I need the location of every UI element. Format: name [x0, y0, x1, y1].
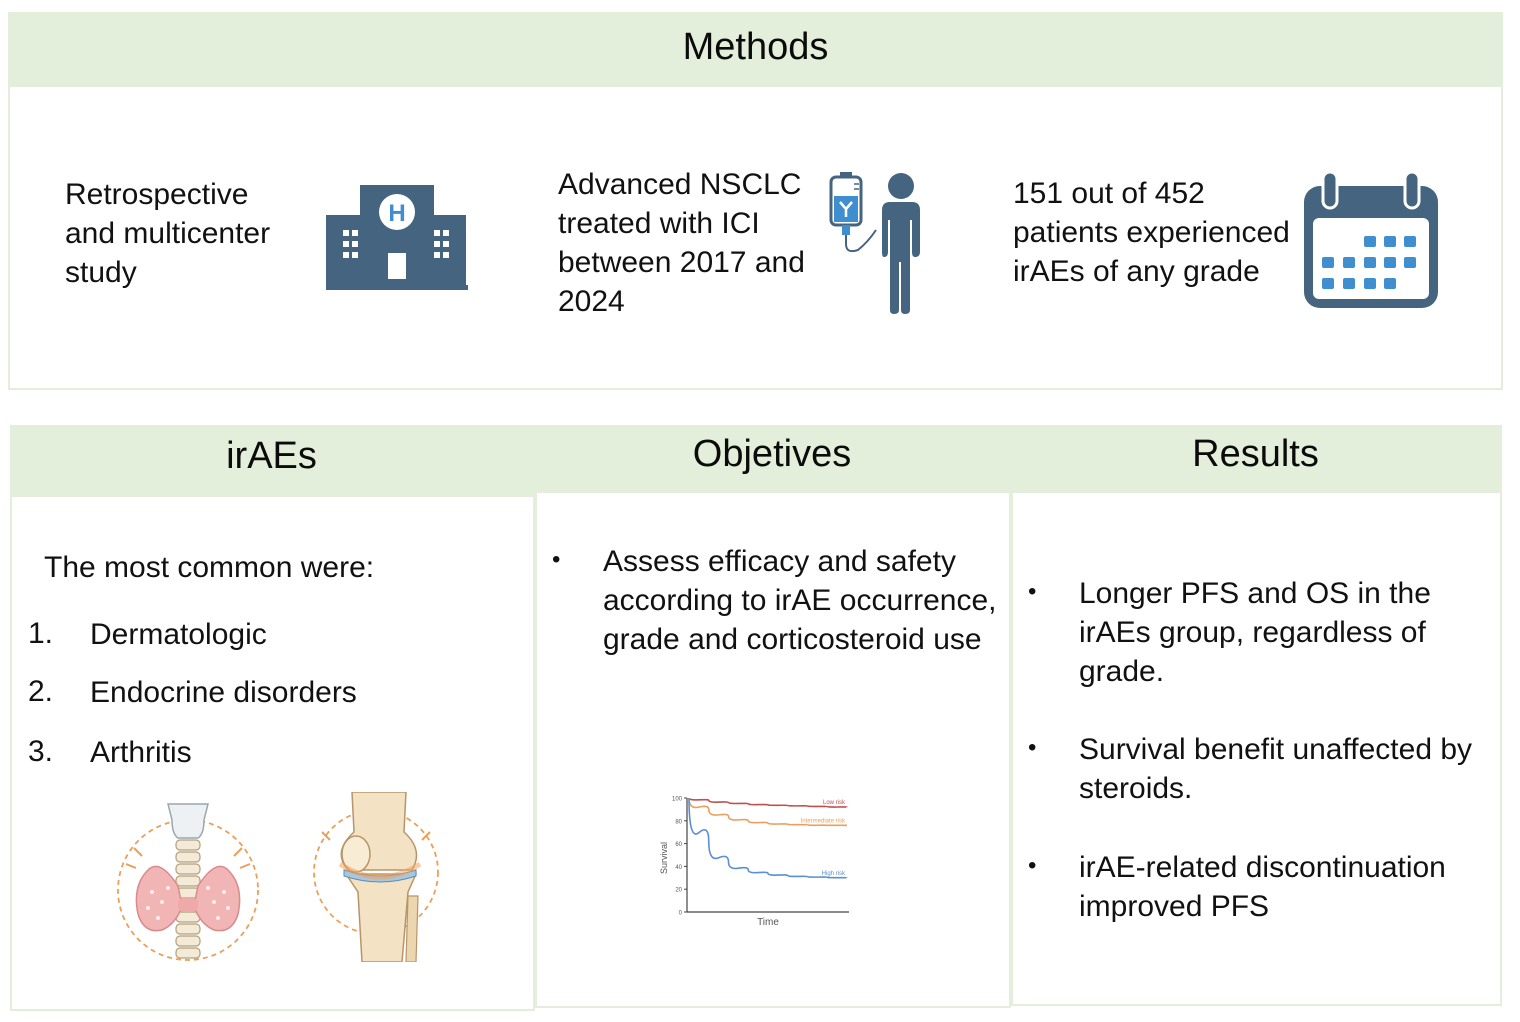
svg-text:H: H: [388, 200, 406, 227]
hospital-icon: [326, 185, 468, 291]
bullet-icon: •: [1028, 578, 1037, 605]
y-tick-label: 80: [675, 819, 682, 826]
bullet-icon: •: [552, 546, 561, 573]
y-tick-label: 100: [671, 796, 682, 803]
methods-count-text: 151 out of 452 patients experienced irAEs of any grade: [1013, 177, 1290, 288]
x-axis-label: Time: [757, 917, 779, 928]
results-bullet-3: irAE-related discontinuation improved PFS: [1079, 851, 1446, 923]
list-item-number: 3.: [28, 735, 54, 768]
series-label: Intermediate risk: [800, 818, 845, 825]
methods-title: Methods: [682, 26, 829, 68]
y-tick-label: 40: [675, 864, 682, 871]
methods-header: [8, 12, 1503, 87]
series-label: High risk: [821, 870, 845, 877]
results-header: [1011, 425, 1500, 493]
iraes-panel: [10, 425, 535, 1011]
bullet-icon: •: [1028, 734, 1037, 761]
list-item-number: 1.: [28, 617, 54, 650]
knee-joint-illustration: [304, 792, 454, 962]
results-title: Results: [1192, 433, 1319, 475]
methods-study-text: Retrospective and multicenter study: [65, 178, 271, 289]
iraes-title: irAEs: [226, 435, 317, 477]
patient-iv-icon: [828, 172, 932, 314]
series-label: Low risk: [822, 800, 845, 807]
thyroid-illustration: [112, 802, 264, 964]
objectives-header: [535, 425, 1009, 493]
y-tick-label: 60: [675, 842, 682, 849]
objectives-bullet-text: Assess efficacy and safety according to irAE occurrence, grade and corticosteroid use: [603, 545, 997, 656]
iraes-header: [10, 425, 533, 497]
list-item: Endocrine disorders: [90, 676, 357, 709]
list-item: Dermatologic: [90, 618, 267, 651]
results-bullet-2: Survival benefit unaffected by steroids.: [1079, 733, 1473, 805]
methods-population-text: Advanced NSCLC treated with ICI between 2017 and 2024: [558, 168, 805, 318]
objectives-title: Objetives: [692, 433, 852, 475]
series-line-high-risk: [689, 798, 847, 878]
y-axis-label: Survival: [659, 841, 669, 875]
y-tick-label: 0: [678, 910, 682, 917]
bullet-icon: •: [1028, 852, 1037, 879]
y-tick-label: 20: [675, 887, 682, 894]
survival-chart: [655, 786, 855, 932]
list-item-number: 2.: [28, 675, 54, 708]
results-bullet-1: Longer PFS and OS in the irAEs group, regardless of grade.: [1079, 577, 1431, 688]
calendar-icon: [1302, 172, 1440, 312]
iraes-intro: The most common were:: [44, 551, 375, 584]
list-item: Arthritis: [90, 736, 192, 769]
